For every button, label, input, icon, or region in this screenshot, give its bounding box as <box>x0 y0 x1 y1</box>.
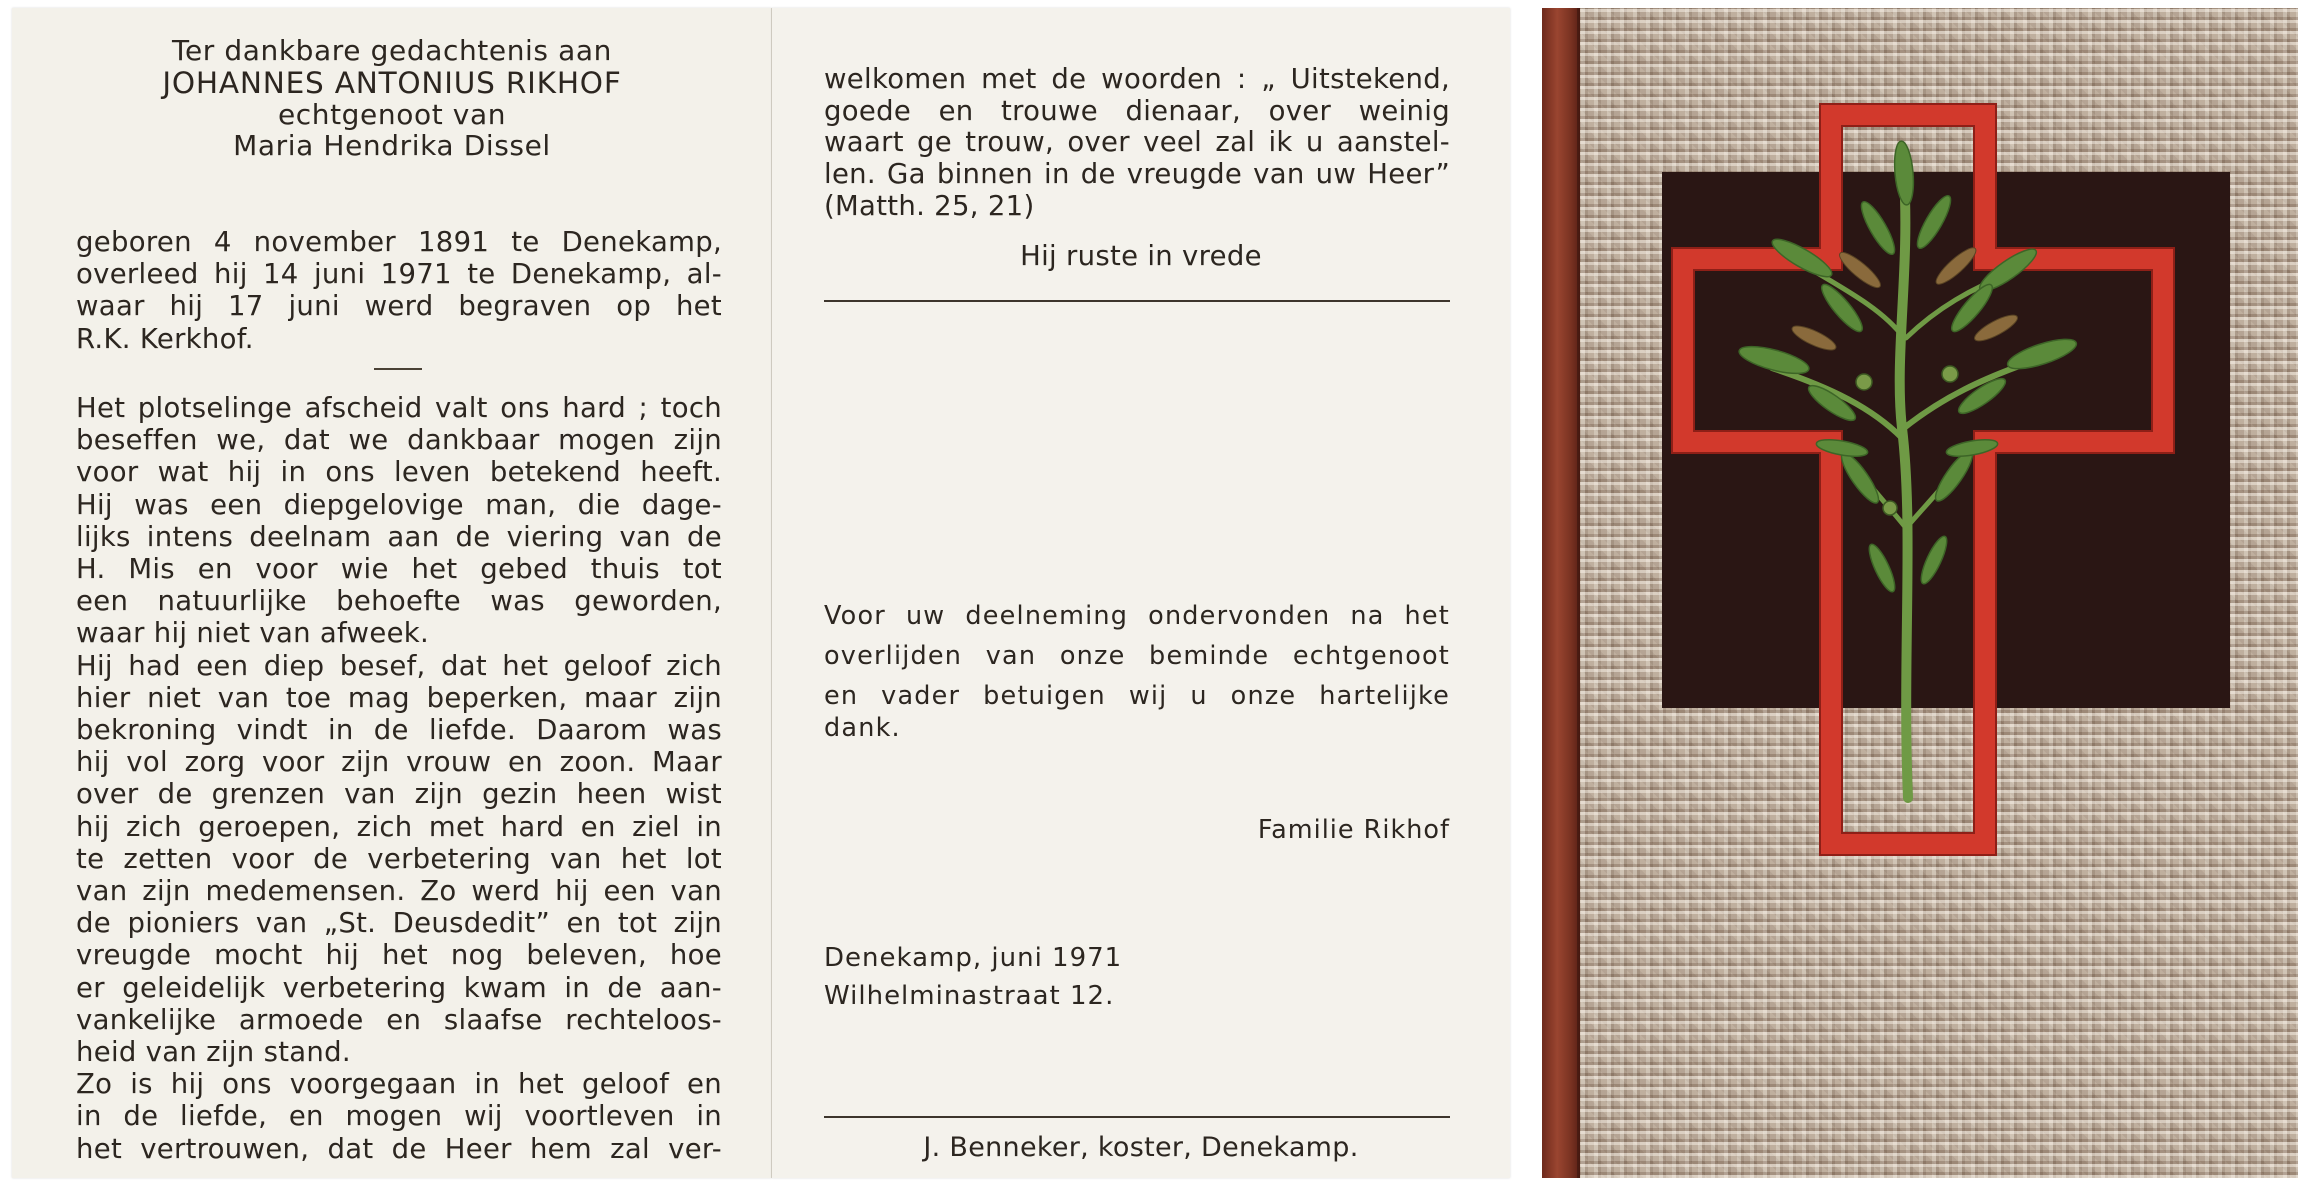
thanks-line: Voor uw deelneming ondervonden na het <box>824 601 1450 631</box>
memorial-line: bekroning vindt in de liefde. Daarom was <box>76 714 722 746</box>
memorial-line: een natuurlijke behoefte was geworden, <box>76 585 722 618</box>
memorial-line: de pioniers van „St. Deusdedit” en tot zijn <box>76 907 722 940</box>
memorial-line: hij zich geroepen, zich met hard en ziel in <box>76 810 722 843</box>
memorial-line: te zetten voor de verbetering van het lot <box>76 842 722 875</box>
cross-illustration <box>1542 8 2298 1178</box>
memorial-line: heid van zijn stand. <box>76 1036 351 1068</box>
right-inner-page <box>772 8 1510 1178</box>
quote-line: (Matth. 25, 21) <box>824 189 1035 222</box>
memorial-line: voor wat hij in ons leven betekend heeft. <box>76 456 722 489</box>
front-cover <box>1542 8 2298 1178</box>
memorial-line: er geleidelijk verbetering kwam in de aan- <box>76 971 722 1004</box>
memorial-line: in de liefde, en mogen wij voortleven in <box>76 1100 722 1133</box>
thanks-line: en vader betuigen wij u onze hartelijke dank. <box>824 681 1450 744</box>
printer-credit: J. Benneker, koster, Denekamp. <box>923 1132 1359 1163</box>
thanks-line: overlijden van onze beminde echtgenoot <box>824 641 1450 671</box>
memorial-line: hier niet van toe mag beperken, maar zijn <box>76 681 722 714</box>
dedication-line: Ter dankbare gedachtenis aan <box>172 34 612 67</box>
memorial-line: Het plotselinge afscheid valt ons hard ; toch <box>76 392 722 424</box>
deceased-name: JOHANNES ANTONIUS RIKHOF <box>162 66 622 100</box>
memorial-line: het vertrouwen, dat de Heer hem zal ver- <box>76 1132 722 1165</box>
memorial-line: hij vol zorg voor zijn vrouw en zoon. Maar <box>76 746 722 779</box>
birth-death-line: R.K. Kerkhof. <box>76 322 254 355</box>
memorial-line: waar hij niet van afweek. <box>76 617 430 650</box>
memorial-line: van zijn medemensen. Zo werd hij een van <box>76 875 722 907</box>
place-date: Denekamp, juni 1971 <box>824 943 1123 973</box>
address: Wilhelminastraat 12. <box>824 981 1115 1011</box>
rest-in-peace: Hij ruste in vrede <box>1020 240 1262 272</box>
memorial-line: lijks intens deelnam aan de viering van de <box>76 520 722 553</box>
memorial-line: Zo is hij ons voorgegaan in het geloof en <box>76 1068 722 1101</box>
spouse-name: Maria Hendrika Dissel <box>233 129 551 162</box>
memorial-line: H. Mis en voor wie het gebed thuis tot <box>76 553 722 585</box>
birth-death-line: overleed hij 14 juni 1971 te Denekamp, al- <box>76 258 722 291</box>
family-signature: Familie Rikhof <box>1257 815 1450 845</box>
quote-line: goede en trouwe dienaar, over weinig <box>824 94 1450 127</box>
memorial-line: over de grenzen van zijn gezin heen wist <box>76 778 722 811</box>
memorial-line: beseffen we, dat we dankbaar mogen zijn <box>76 424 722 457</box>
memorial-line: vreugde mocht hij het nog beleven, hoe <box>76 939 722 972</box>
memorial-line: Hij was een diepgelovige man, die dage- <box>76 488 722 521</box>
memorial-line: Hij had een diep besef, dat het geloof zich <box>76 649 722 682</box>
birth-death-line: waar hij 17 juni werd begraven op het <box>76 290 722 323</box>
left-inner-page <box>12 8 772 1178</box>
separator-dash <box>374 368 422 370</box>
footer-line <box>824 1116 1450 1118</box>
quote-line: len. Ga binnen in de vreugde van uw Heer” <box>824 158 1450 191</box>
quote-line: welkomen met de woorden : „ Uitstekend, <box>824 63 1450 95</box>
memorial-line: vankelijke armoede en slaafse rechteloos- <box>76 1003 722 1036</box>
birth-death-line: geboren 4 november 1891 te Denekamp, <box>76 226 722 258</box>
quote-line: waart ge trouw, over veel zal ik u aanstel- <box>824 126 1450 159</box>
spouse-intro: echtgenoot van <box>277 98 507 131</box>
divider-line <box>824 300 1450 302</box>
